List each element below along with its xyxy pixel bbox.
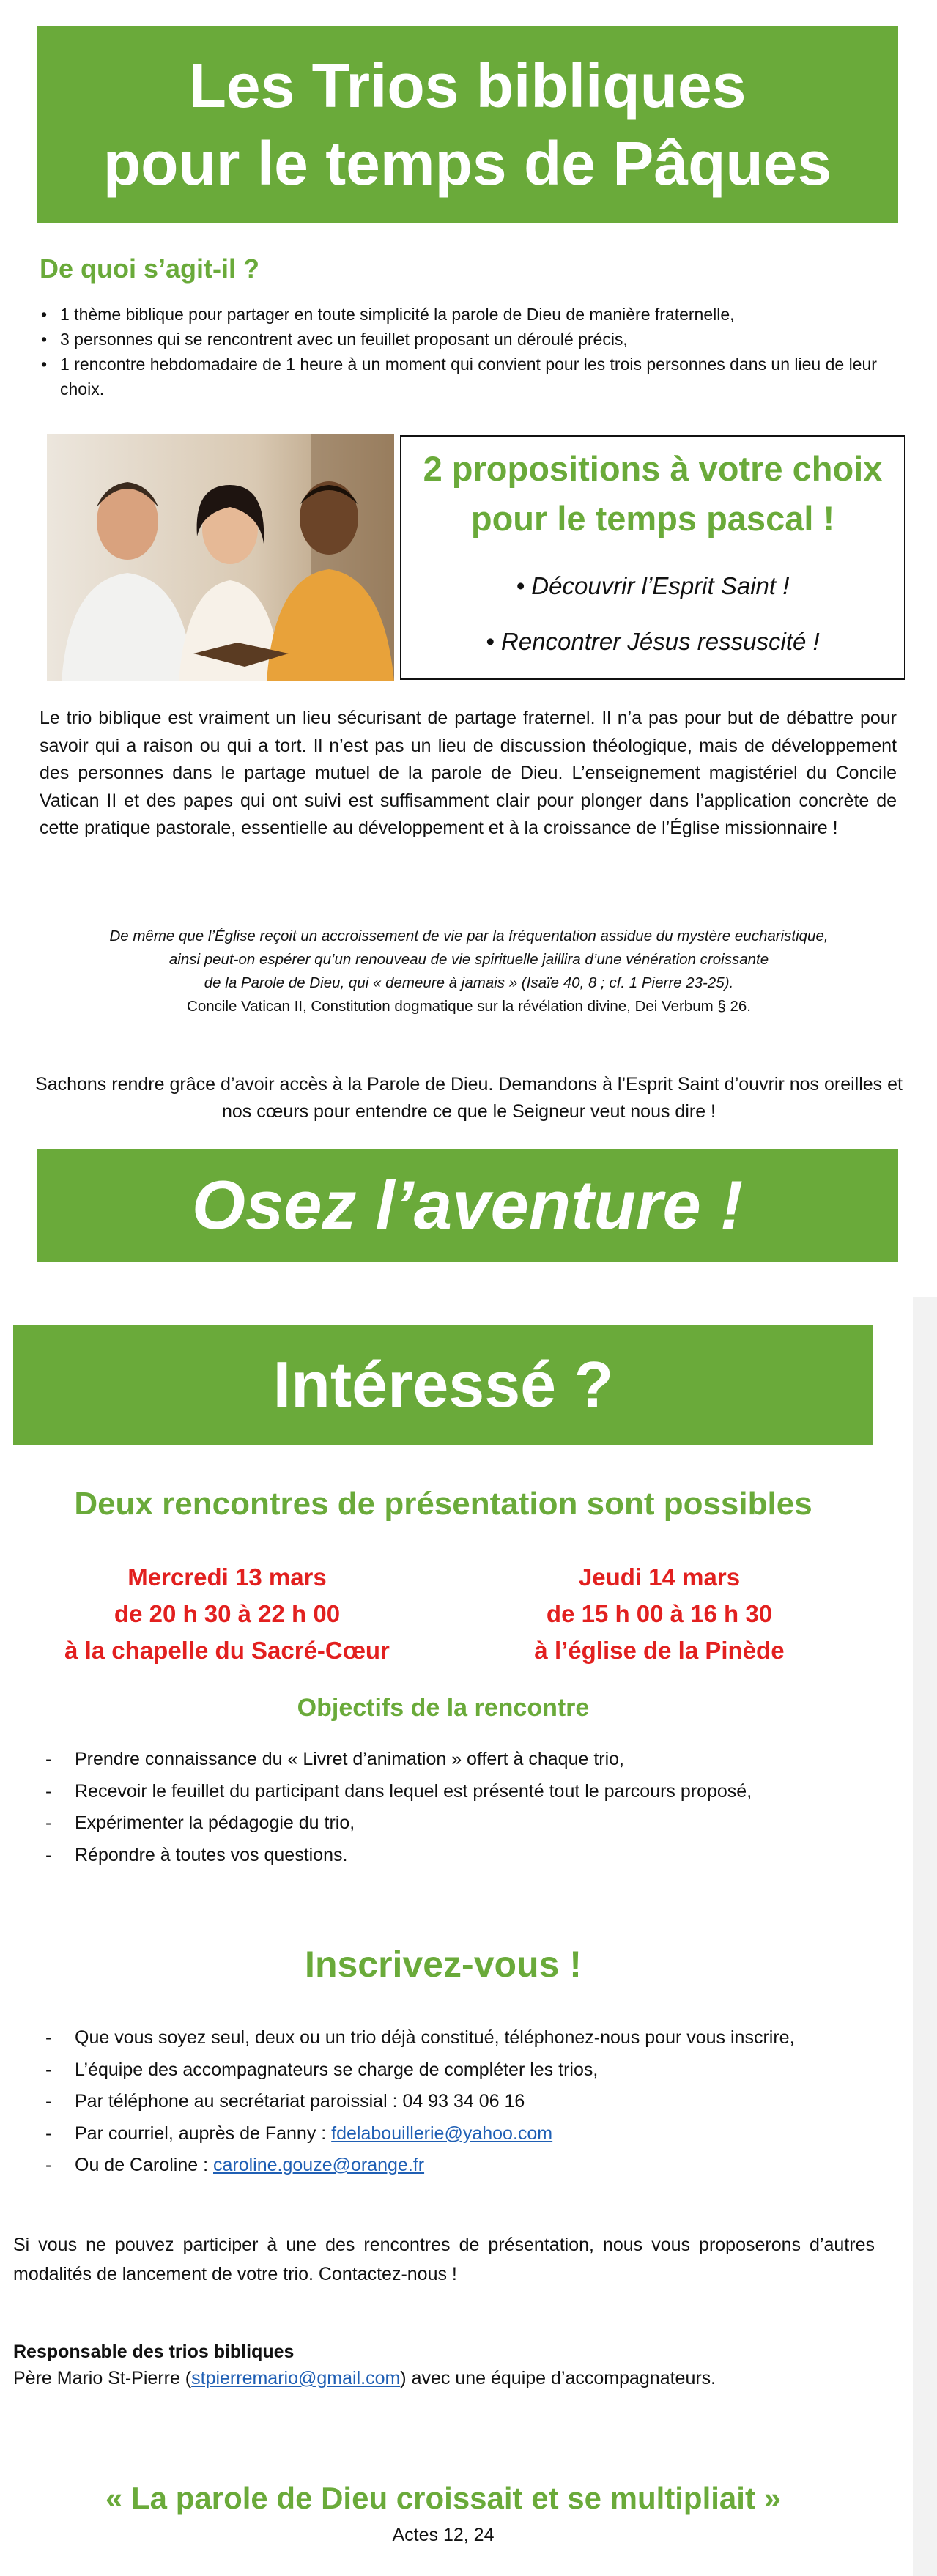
thanks-paragraph: Sachons rendre grâce d’avoir accès à la Parole de Dieu. Demandons à l’Esprit Saint d’ouvrir nos oreilles et nos cœurs pour entendre ce que le Seigneur veut nous dire ! (35, 1074, 903, 1122)
email-link-mario[interactable]: stpierremario@gmail.com (191, 2368, 401, 2388)
list-item: - Prendre connaissance du « Livret d’animation » offert à chaque trio, (41, 1744, 905, 1776)
final-quote-reference: Actes 12, 24 (392, 2525, 495, 2545)
list-item: • 1 rencontre hebdomadaire de 1 heure à un moment qui convient pour les trois personnes dans un lieu de leur choix. (38, 352, 888, 401)
responsable-suffix: ) avec une équipe d’accompagnateurs. (400, 2368, 716, 2388)
quote-line-2: ainsi peut-on espérer qu’un renouveau de vie spirituelle jaillira d’une vénération croissante (168, 951, 769, 968)
interesse-banner: Intéressé ? (13, 1325, 873, 1445)
title-banner (37, 26, 898, 223)
inscription-list (41, 2022, 905, 2182)
presentation-heading: Deux rencontres de présentation sont possibles (74, 1486, 812, 1522)
dei-verbum-quote (29, 925, 908, 1018)
list-item: - Expérimenter la pédagogie du trio, (41, 1807, 905, 1840)
list-item (41, 2150, 905, 2182)
choice-item-esprit-saint: • Découvrir l’Esprit Saint ! (516, 572, 790, 599)
choice-box (400, 435, 905, 680)
quote-source: Concile Vatican II, Constitution dogmatique sur la révélation divine, Dei Verbum § 26. (187, 998, 751, 1015)
session-thursday (454, 1559, 864, 1669)
email-label-caroline: Ou de Caroline : (75, 2155, 213, 2175)
final-quote: « La parole de Dieu croissait et se multipliait » (105, 2481, 781, 2515)
choice-title-line-1: 2 propositions à votre choix (423, 449, 883, 488)
list-item: • 3 personnes qui se rencontrent avec un feuillet proposant un déroulé précis, (38, 327, 888, 352)
responsable-title: Responsable des trios bibliques (13, 2342, 295, 2362)
list-item: - Répondre à toutes vos questions. (41, 1840, 905, 1872)
email-link-caroline[interactable]: caroline.gouze@orange.fr (213, 2155, 425, 2175)
session-day: Jeudi 14 mars (578, 1563, 741, 1591)
list-item: - Que vous soyez seul, deux ou un trio déjà constitué, téléphonez-nous pour vous inscrire, (41, 2022, 905, 2054)
closing-paragraph: Si vous ne pouvez participer à une des rencontres de présentation, nous vous proposerons d’autres modalités de lancement de votre trio. Contactez-nous ! (13, 2235, 875, 2284)
session-wednesday (22, 1559, 432, 1669)
inscription-heading: Inscrivez-vous ! (305, 1944, 582, 1985)
responsable-text (13, 2368, 892, 2389)
choice-item-jesus-ressuscite: • Rencontrer Jésus ressuscité ! (486, 628, 820, 655)
list-item (41, 2118, 905, 2150)
responsable-prefix: Père Mario St-Pierre ( (13, 2368, 192, 2388)
objectifs-heading: Objectifs de la rencontre (297, 1694, 590, 1722)
session-time: de 15 h 00 à 16 h 30 (546, 1600, 773, 1627)
intro-bullet-list (38, 302, 888, 401)
osez-banner: Osez l’aventure ! (37, 1149, 898, 1262)
choice-title (401, 444, 904, 544)
session-place: à l’église de la Pinède (534, 1637, 785, 1664)
section-heading-quoi: De quoi s’agit-il ? (40, 253, 260, 284)
quote-line-3: de la Parole de Dieu, qui « demeure à jamais » (Isaïe 40, 8 ; cf. 1 Pierre 23-25). (204, 974, 734, 991)
quote-line-1: De même que l’Église reçoit un accroissement de vie par la fréquentation assidue du mystère eucharistique, (109, 928, 829, 944)
objectifs-list (41, 1744, 905, 1871)
title-line-2: pour le temps de Pâques (103, 129, 832, 198)
page-divider (913, 1297, 937, 2576)
list-item: - Recevoir le feuillet du participant dans lequel est présenté tout le parcours proposé, (41, 1776, 905, 1808)
session-place: à la chapelle du Sacré-Cœur (64, 1637, 390, 1664)
list-item: - L’équipe des accompagnateurs se charge de compléter les trios, (41, 2054, 905, 2087)
email-label-fanny: Par courriel, auprès de Fanny : (75, 2122, 332, 2144)
choice-title-line-2: pour le temps pascal ! (470, 499, 835, 538)
session-day: Mercredi 13 mars (127, 1563, 327, 1591)
list-item: - Par téléphone au secrétariat paroissial : 04 93 34 06 16 (41, 2086, 905, 2118)
group-photo-icon (47, 434, 394, 681)
list-item: • 1 thème biblique pour partager en toute simplicité la parole de Dieu de manière fraternelle, (38, 302, 888, 327)
email-link-fanny[interactable]: fdelabouillerie@yahoo.com (331, 2122, 553, 2144)
session-time: de 20 h 30 à 22 h 00 (114, 1600, 341, 1627)
trio-description-paragraph: Le trio biblique est vraiment un lieu sécurisant de partage fraternel. Il n’a pas pour but de débattre pour savoir qui a raison ou qui a tort. Il n’est pas un lieu de discussion théologique, mais de développement des personnes dans le partage mutuel de la parole de Dieu. L’enseignement magistériel du Concile Vatican II et des papes qui ont suivi est suffisamment clair pour plonger dans l’application concrète de cette pratique pastorale, essentielle au développement et à la croissance de l’Église missionnaire ! (40, 708, 897, 838)
title-line-1: Les Trios bibliques (188, 51, 747, 120)
